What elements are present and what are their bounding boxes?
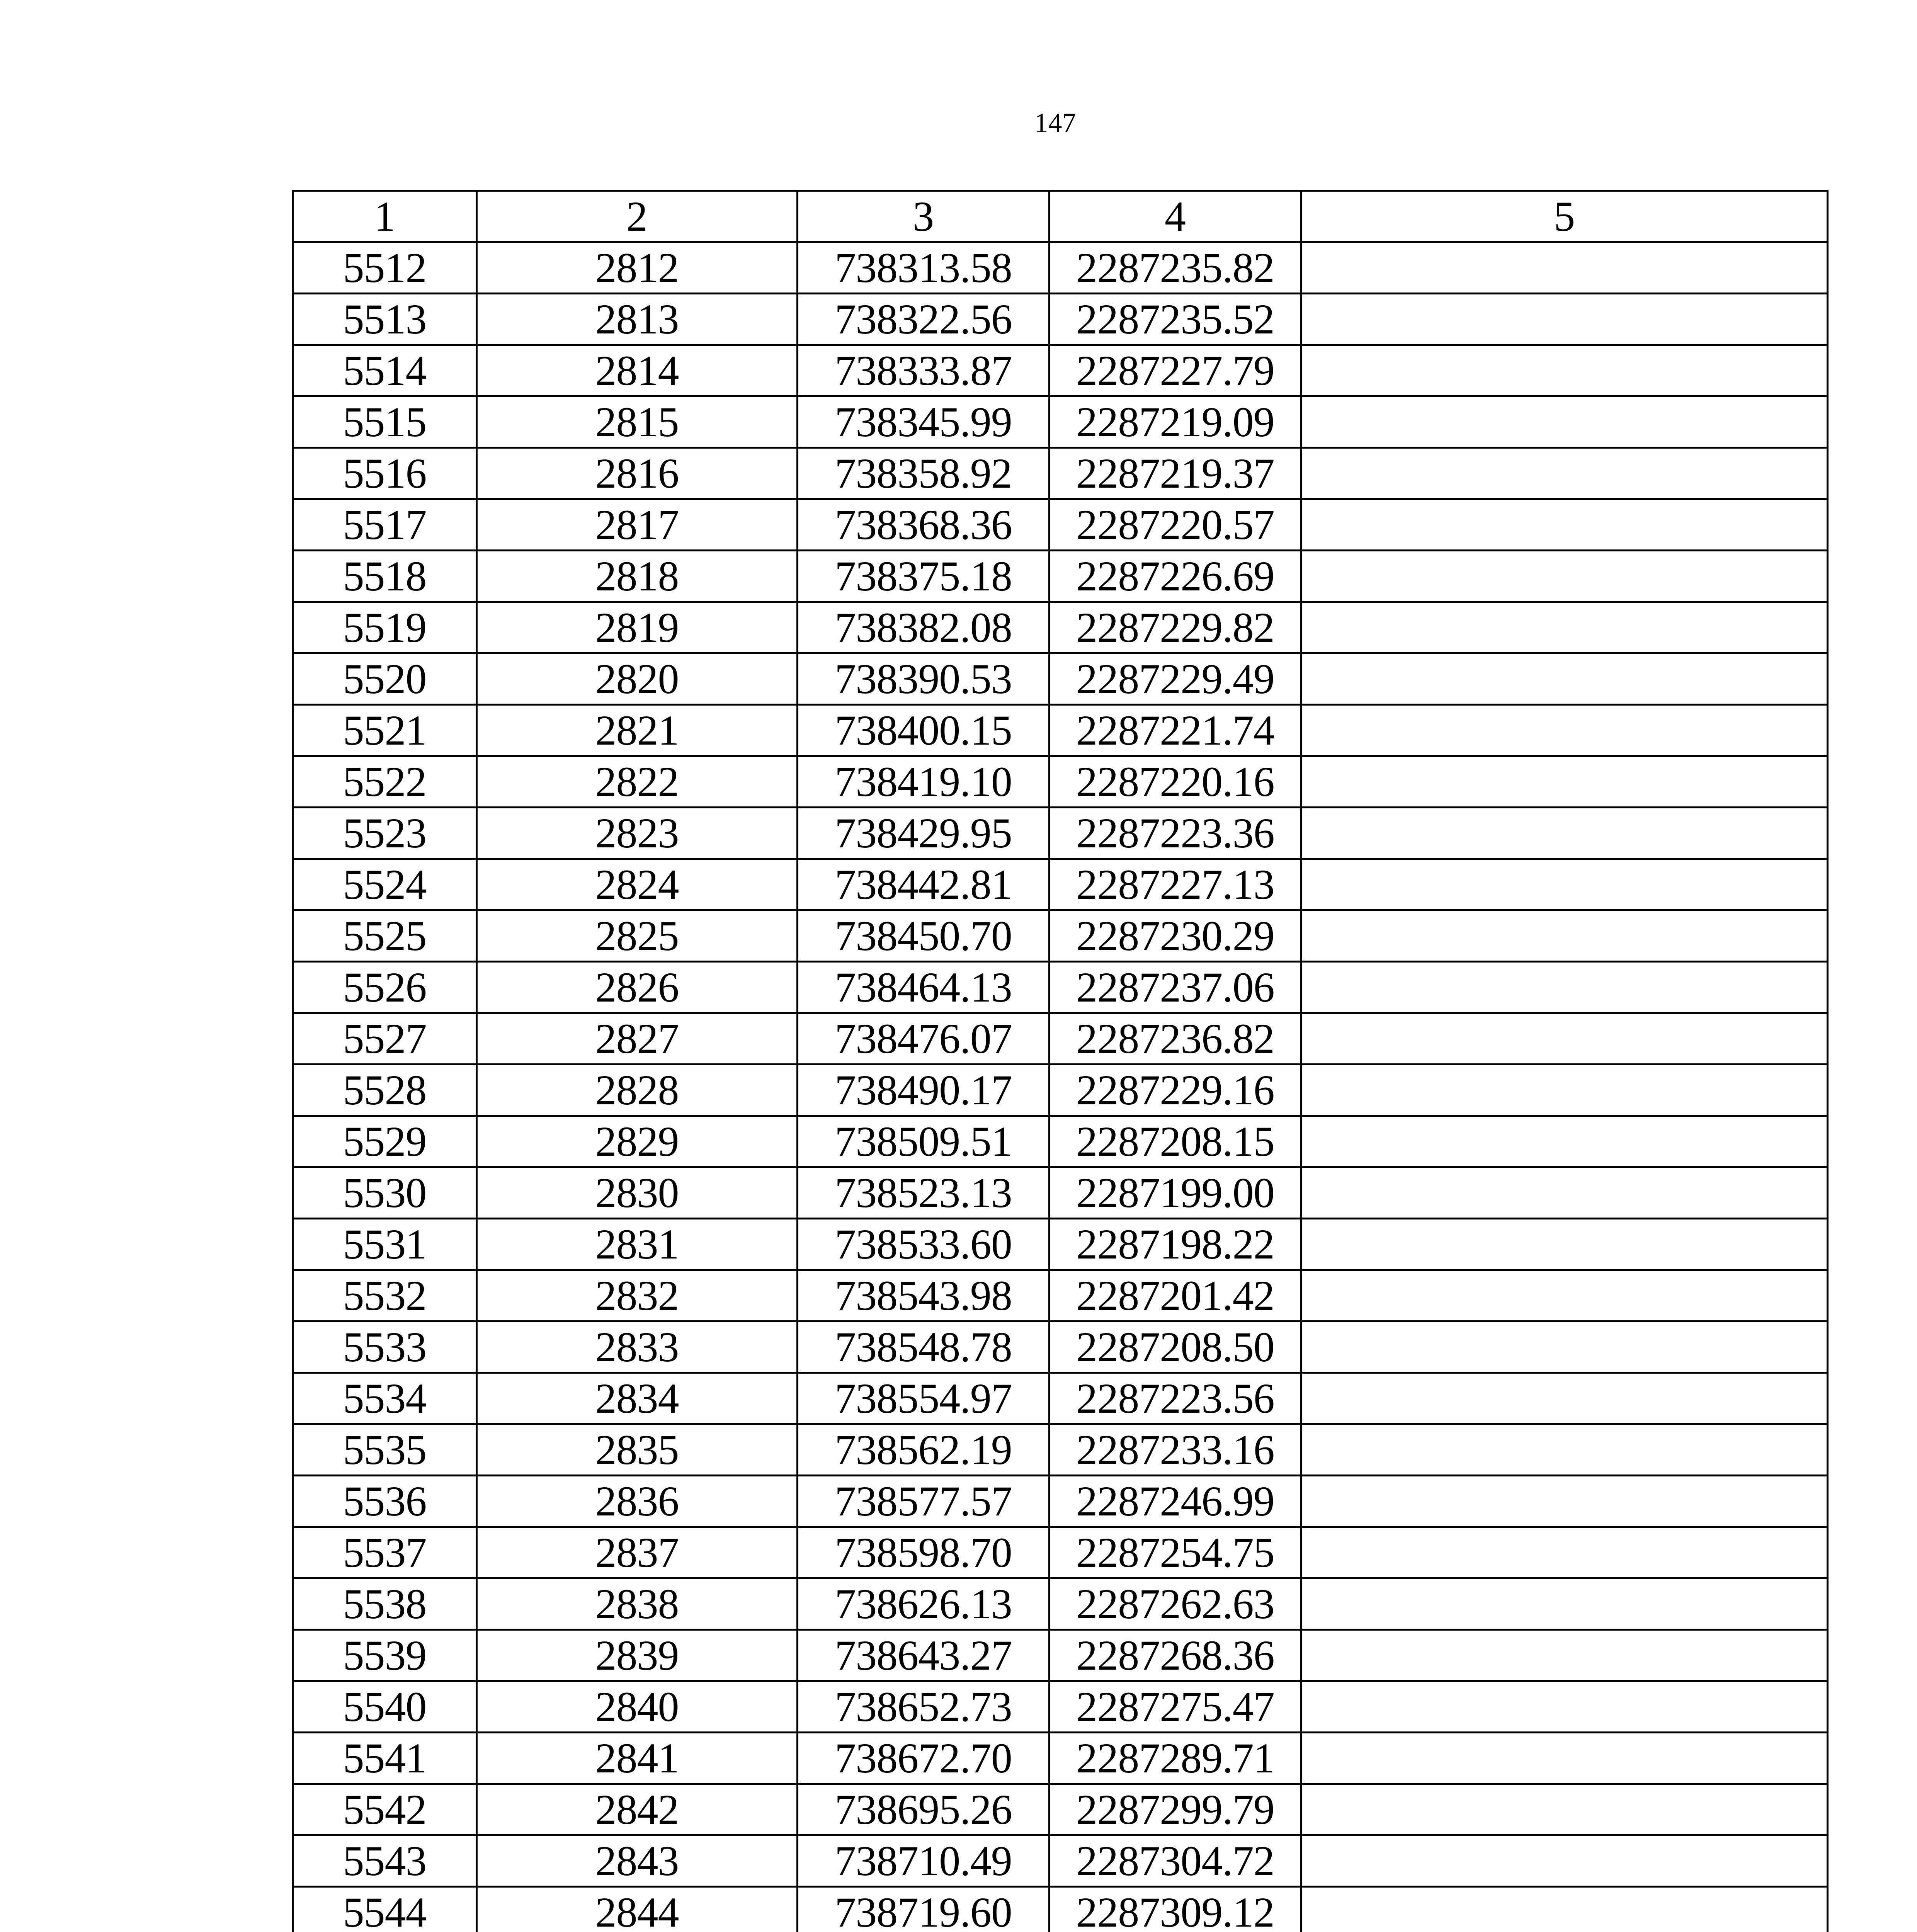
table-row bbox=[293, 1321, 1828, 1373]
cell-y-coordinate: 2287223.36 bbox=[1050, 808, 1301, 859]
cell-x-coordinate: 738548.78 bbox=[798, 1321, 1050, 1373]
cell-point-number: 5526 bbox=[293, 962, 477, 1013]
cell-index: 2826 bbox=[477, 962, 798, 1013]
cell-y-coordinate: 2287299.79 bbox=[1050, 1784, 1301, 1835]
cell-y-coordinate: 2287199.00 bbox=[1050, 1167, 1301, 1219]
cell-y-coordinate: 2287236.82 bbox=[1050, 1013, 1301, 1065]
cell-index: 2827 bbox=[477, 1013, 798, 1065]
cell-point-number: 5516 bbox=[293, 448, 477, 499]
cell-note bbox=[1301, 1887, 1828, 1932]
cell-y-coordinate: 2287229.82 bbox=[1050, 602, 1301, 653]
cell-note bbox=[1301, 1835, 1828, 1887]
cell-x-coordinate: 738442.81 bbox=[798, 859, 1050, 910]
table-body bbox=[293, 242, 1828, 1932]
cell-x-coordinate: 738322.56 bbox=[798, 294, 1050, 345]
table-row bbox=[293, 1270, 1828, 1321]
cell-index: 2836 bbox=[477, 1476, 798, 1527]
coordinates-table bbox=[292, 190, 1829, 1932]
table-row bbox=[293, 1373, 1828, 1424]
cell-note bbox=[1301, 1373, 1828, 1424]
cell-x-coordinate: 738419.10 bbox=[798, 756, 1050, 808]
cell-x-coordinate: 738626.13 bbox=[798, 1578, 1050, 1630]
cell-index: 2813 bbox=[477, 294, 798, 345]
cell-index: 2840 bbox=[477, 1681, 798, 1733]
cell-index: 2838 bbox=[477, 1578, 798, 1630]
cell-y-coordinate: 2287246.99 bbox=[1050, 1476, 1301, 1527]
cell-y-coordinate: 2287304.72 bbox=[1050, 1835, 1301, 1887]
cell-index: 2833 bbox=[477, 1321, 798, 1373]
cell-note bbox=[1301, 551, 1828, 602]
cell-x-coordinate: 738652.73 bbox=[798, 1681, 1050, 1733]
column-header-3: 3 bbox=[798, 191, 1050, 242]
cell-index: 2825 bbox=[477, 910, 798, 962]
cell-point-number: 5514 bbox=[293, 345, 477, 396]
cell-y-coordinate: 2287289.71 bbox=[1050, 1733, 1301, 1784]
cell-point-number: 5537 bbox=[293, 1527, 477, 1578]
table-header-row bbox=[293, 191, 1828, 242]
cell-note bbox=[1301, 1167, 1828, 1219]
cell-y-coordinate: 2287230.29 bbox=[1050, 910, 1301, 962]
cell-note bbox=[1301, 602, 1828, 653]
cell-index: 2831 bbox=[477, 1219, 798, 1270]
cell-note bbox=[1301, 1733, 1828, 1784]
table-row bbox=[293, 653, 1828, 705]
cell-index: 2823 bbox=[477, 808, 798, 859]
cell-x-coordinate: 738464.13 bbox=[798, 962, 1050, 1013]
cell-x-coordinate: 738450.70 bbox=[798, 910, 1050, 962]
cell-y-coordinate: 2287220.16 bbox=[1050, 756, 1301, 808]
cell-note bbox=[1301, 294, 1828, 345]
table-row bbox=[293, 242, 1828, 294]
cell-x-coordinate: 738345.99 bbox=[798, 396, 1050, 448]
cell-note bbox=[1301, 1630, 1828, 1681]
cell-note bbox=[1301, 1013, 1828, 1065]
cell-y-coordinate: 2287237.06 bbox=[1050, 962, 1301, 1013]
cell-y-coordinate: 2287268.36 bbox=[1050, 1630, 1301, 1681]
cell-y-coordinate: 2287235.52 bbox=[1050, 294, 1301, 345]
cell-index: 2832 bbox=[477, 1270, 798, 1321]
cell-note bbox=[1301, 242, 1828, 294]
table-row bbox=[293, 345, 1828, 396]
table-row bbox=[293, 1116, 1828, 1167]
cell-x-coordinate: 738577.57 bbox=[798, 1476, 1050, 1527]
cell-x-coordinate: 738476.07 bbox=[798, 1013, 1050, 1065]
cell-x-coordinate: 738710.49 bbox=[798, 1835, 1050, 1887]
cell-x-coordinate: 738313.58 bbox=[798, 242, 1050, 294]
column-header-2: 2 bbox=[477, 191, 798, 242]
cell-index: 2814 bbox=[477, 345, 798, 396]
cell-point-number: 5524 bbox=[293, 859, 477, 910]
cell-point-number: 5519 bbox=[293, 602, 477, 653]
cell-note bbox=[1301, 705, 1828, 756]
cell-index: 2837 bbox=[477, 1527, 798, 1578]
table-row bbox=[293, 294, 1828, 345]
cell-note bbox=[1301, 653, 1828, 705]
cell-x-coordinate: 738375.18 bbox=[798, 551, 1050, 602]
cell-x-coordinate: 738368.36 bbox=[798, 499, 1050, 551]
cell-note bbox=[1301, 1065, 1828, 1116]
table-row bbox=[293, 1424, 1828, 1476]
cell-note bbox=[1301, 1578, 1828, 1630]
cell-y-coordinate: 2287221.74 bbox=[1050, 705, 1301, 756]
cell-point-number: 5525 bbox=[293, 910, 477, 962]
table-row bbox=[293, 1167, 1828, 1219]
cell-y-coordinate: 2287233.16 bbox=[1050, 1424, 1301, 1476]
cell-index: 2828 bbox=[477, 1065, 798, 1116]
cell-index: 2830 bbox=[477, 1167, 798, 1219]
table-row bbox=[293, 396, 1828, 448]
cell-point-number: 5542 bbox=[293, 1784, 477, 1835]
cell-point-number: 5515 bbox=[293, 396, 477, 448]
cell-point-number: 5521 bbox=[293, 705, 477, 756]
cell-point-number: 5534 bbox=[293, 1373, 477, 1424]
cell-index: 2824 bbox=[477, 859, 798, 910]
table-row bbox=[293, 1476, 1828, 1527]
table-row bbox=[293, 1887, 1828, 1932]
table-row bbox=[293, 448, 1828, 499]
cell-y-coordinate: 2287227.13 bbox=[1050, 859, 1301, 910]
table-row bbox=[293, 705, 1828, 756]
page-number: 147 bbox=[1034, 107, 1076, 138]
cell-x-coordinate: 738429.95 bbox=[798, 808, 1050, 859]
cell-y-coordinate: 2287198.22 bbox=[1050, 1219, 1301, 1270]
table-row bbox=[293, 1733, 1828, 1784]
cell-y-coordinate: 2287208.15 bbox=[1050, 1116, 1301, 1167]
table-row bbox=[293, 808, 1828, 859]
table-row bbox=[293, 859, 1828, 910]
cell-y-coordinate: 2287229.16 bbox=[1050, 1065, 1301, 1116]
column-header-5: 5 bbox=[1301, 191, 1828, 242]
cell-point-number: 5541 bbox=[293, 1733, 477, 1784]
cell-x-coordinate: 738358.92 bbox=[798, 448, 1050, 499]
cell-point-number: 5543 bbox=[293, 1835, 477, 1887]
cell-y-coordinate: 2287226.69 bbox=[1050, 551, 1301, 602]
cell-note bbox=[1301, 1116, 1828, 1167]
cell-x-coordinate: 738719.60 bbox=[798, 1887, 1050, 1932]
cell-note bbox=[1301, 1424, 1828, 1476]
cell-point-number: 5528 bbox=[293, 1065, 477, 1116]
cell-y-coordinate: 2287275.47 bbox=[1050, 1681, 1301, 1733]
cell-y-coordinate: 2287208.50 bbox=[1050, 1321, 1301, 1373]
cell-y-coordinate: 2287254.75 bbox=[1050, 1527, 1301, 1578]
cell-index: 2842 bbox=[477, 1784, 798, 1835]
cell-index: 2821 bbox=[477, 705, 798, 756]
table-row bbox=[293, 1630, 1828, 1681]
cell-point-number: 5527 bbox=[293, 1013, 477, 1065]
table-row bbox=[293, 551, 1828, 602]
cell-x-coordinate: 738390.53 bbox=[798, 653, 1050, 705]
cell-point-number: 5523 bbox=[293, 808, 477, 859]
cell-point-number: 5513 bbox=[293, 294, 477, 345]
table-row bbox=[293, 1681, 1828, 1733]
cell-note bbox=[1301, 910, 1828, 962]
cell-y-coordinate: 2287219.09 bbox=[1050, 396, 1301, 448]
column-header-1: 1 bbox=[293, 191, 477, 242]
cell-index: 2818 bbox=[477, 551, 798, 602]
cell-note bbox=[1301, 1476, 1828, 1527]
cell-y-coordinate: 2287262.63 bbox=[1050, 1578, 1301, 1630]
cell-note bbox=[1301, 499, 1828, 551]
table-row bbox=[293, 962, 1828, 1013]
table-row bbox=[293, 1013, 1828, 1065]
cell-point-number: 5529 bbox=[293, 1116, 477, 1167]
cell-x-coordinate: 738554.97 bbox=[798, 1373, 1050, 1424]
cell-index: 2815 bbox=[477, 396, 798, 448]
cell-note bbox=[1301, 1321, 1828, 1373]
cell-x-coordinate: 738695.26 bbox=[798, 1784, 1050, 1835]
cell-point-number: 5544 bbox=[293, 1887, 477, 1932]
cell-index: 2812 bbox=[477, 242, 798, 294]
cell-point-number: 5540 bbox=[293, 1681, 477, 1733]
cell-y-coordinate: 2287220.57 bbox=[1050, 499, 1301, 551]
cell-index: 2844 bbox=[477, 1887, 798, 1932]
cell-note bbox=[1301, 1527, 1828, 1578]
cell-note bbox=[1301, 1270, 1828, 1321]
cell-note bbox=[1301, 396, 1828, 448]
cell-point-number: 5518 bbox=[293, 551, 477, 602]
column-header-4: 4 bbox=[1050, 191, 1301, 242]
cell-x-coordinate: 738643.27 bbox=[798, 1630, 1050, 1681]
cell-x-coordinate: 738523.13 bbox=[798, 1167, 1050, 1219]
cell-point-number: 5538 bbox=[293, 1578, 477, 1630]
cell-index: 2839 bbox=[477, 1630, 798, 1681]
cell-x-coordinate: 738333.87 bbox=[798, 345, 1050, 396]
table-row bbox=[293, 1835, 1828, 1887]
cell-y-coordinate: 2287235.82 bbox=[1050, 242, 1301, 294]
cell-x-coordinate: 738382.08 bbox=[798, 602, 1050, 653]
cell-point-number: 5520 bbox=[293, 653, 477, 705]
cell-x-coordinate: 738509.51 bbox=[798, 1116, 1050, 1167]
cell-point-number: 5522 bbox=[293, 756, 477, 808]
cell-x-coordinate: 738490.17 bbox=[798, 1065, 1050, 1116]
cell-index: 2820 bbox=[477, 653, 798, 705]
cell-index: 2835 bbox=[477, 1424, 798, 1476]
cell-x-coordinate: 738598.70 bbox=[798, 1527, 1050, 1578]
cell-index: 2822 bbox=[477, 756, 798, 808]
cell-note bbox=[1301, 1219, 1828, 1270]
cell-y-coordinate: 2287223.56 bbox=[1050, 1373, 1301, 1424]
cell-point-number: 5517 bbox=[293, 499, 477, 551]
table-row bbox=[293, 499, 1828, 551]
table-row bbox=[293, 1219, 1828, 1270]
table-row bbox=[293, 756, 1828, 808]
table-row bbox=[293, 1527, 1828, 1578]
table-row bbox=[293, 1065, 1828, 1116]
cell-y-coordinate: 2287229.49 bbox=[1050, 653, 1301, 705]
cell-note bbox=[1301, 756, 1828, 808]
cell-note bbox=[1301, 1784, 1828, 1835]
table-row bbox=[293, 602, 1828, 653]
cell-note bbox=[1301, 962, 1828, 1013]
cell-point-number: 5539 bbox=[293, 1630, 477, 1681]
cell-point-number: 5533 bbox=[293, 1321, 477, 1373]
cell-index: 2819 bbox=[477, 602, 798, 653]
cell-note bbox=[1301, 859, 1828, 910]
cell-y-coordinate: 2287227.79 bbox=[1050, 345, 1301, 396]
cell-note bbox=[1301, 808, 1828, 859]
cell-index: 2829 bbox=[477, 1116, 798, 1167]
cell-y-coordinate: 2287201.42 bbox=[1050, 1270, 1301, 1321]
table-row bbox=[293, 910, 1828, 962]
cell-y-coordinate: 2287309.12 bbox=[1050, 1887, 1301, 1932]
cell-index: 2843 bbox=[477, 1835, 798, 1887]
table-row bbox=[293, 1578, 1828, 1630]
cell-note bbox=[1301, 448, 1828, 499]
cell-y-coordinate: 2287219.37 bbox=[1050, 448, 1301, 499]
cell-index: 2834 bbox=[477, 1373, 798, 1424]
table-row bbox=[293, 1784, 1828, 1835]
cell-index: 2817 bbox=[477, 499, 798, 551]
cell-point-number: 5532 bbox=[293, 1270, 477, 1321]
cell-point-number: 5535 bbox=[293, 1424, 477, 1476]
cell-point-number: 5512 bbox=[293, 242, 477, 294]
cell-x-coordinate: 738533.60 bbox=[798, 1219, 1050, 1270]
cell-point-number: 5531 bbox=[293, 1219, 477, 1270]
cell-x-coordinate: 738562.19 bbox=[798, 1424, 1050, 1476]
cell-point-number: 5530 bbox=[293, 1167, 477, 1219]
cell-note bbox=[1301, 1681, 1828, 1733]
cell-x-coordinate: 738400.15 bbox=[798, 705, 1050, 756]
cell-x-coordinate: 738543.98 bbox=[798, 1270, 1050, 1321]
cell-x-coordinate: 738672.70 bbox=[798, 1733, 1050, 1784]
cell-index: 2816 bbox=[477, 448, 798, 499]
cell-point-number: 5536 bbox=[293, 1476, 477, 1527]
cell-note bbox=[1301, 345, 1828, 396]
cell-index: 2841 bbox=[477, 1733, 798, 1784]
